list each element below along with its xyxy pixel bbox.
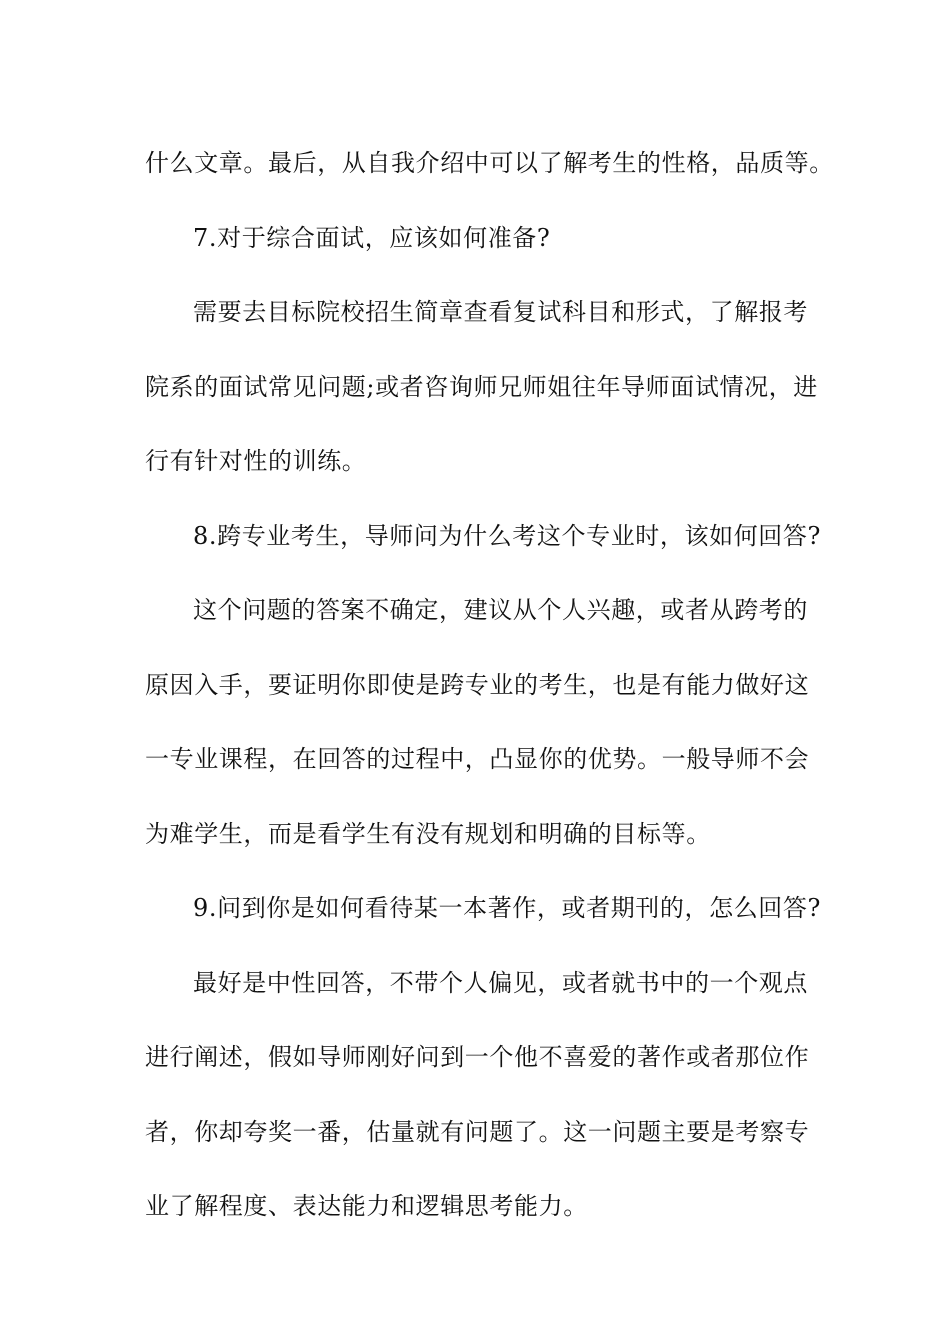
paragraph-line: 者，你却夸奖一番，估量就有问题了。这一问题主要是考察专 xyxy=(145,1117,810,1146)
question-heading-9: 9.问到你是如何看待某一本著作，或者期刊的，怎么回答? xyxy=(193,894,821,922)
paragraph-line: 原因入手，要证明你即使是跨专业的考生，也是有能力做好这 xyxy=(145,670,810,699)
paragraph-line: 一专业课程，在回答的过程中，凸显你的优势。一般导师不会 xyxy=(145,745,810,773)
paragraph-line: 进行阐述，假如导师刚好问到一个他不喜爱的著作或者那位作 xyxy=(145,1043,810,1071)
paragraph-line: 需要去目标院校招生简章查看复试科目和形式，了解报考 xyxy=(193,298,808,326)
question-heading-8: 8.跨专业考生，导师问为什么考这个专业时，该如何回答? xyxy=(193,521,821,550)
paragraph-line: 院系的面试常见问题;或者咨询师兄师姐往年导师面试情况，进 xyxy=(145,372,818,401)
paragraph-line: 为难学生，而是看学生有没有规划和明确的目标等。 xyxy=(145,819,711,848)
paragraph-line: 行有针对性的训练。 xyxy=(145,447,367,475)
paragraph-line: 什么文章。最后，从自我介绍中可以了解考生的性格，品质等。 xyxy=(145,149,834,177)
question-heading-7: 7.对于综合面试，应该如何准备? xyxy=(193,223,551,252)
paragraph-line: 业了解程度、表达能力和逻辑思考能力。 xyxy=(145,1192,588,1220)
paragraph-line: 这个问题的答案不确定，建议从个人兴趣，或者从跨考的 xyxy=(193,596,808,624)
paragraph-line: 最好是中性回答，不带个人偏见，或者就书中的一个观点 xyxy=(193,968,808,997)
text-body xyxy=(145,126,834,1244)
